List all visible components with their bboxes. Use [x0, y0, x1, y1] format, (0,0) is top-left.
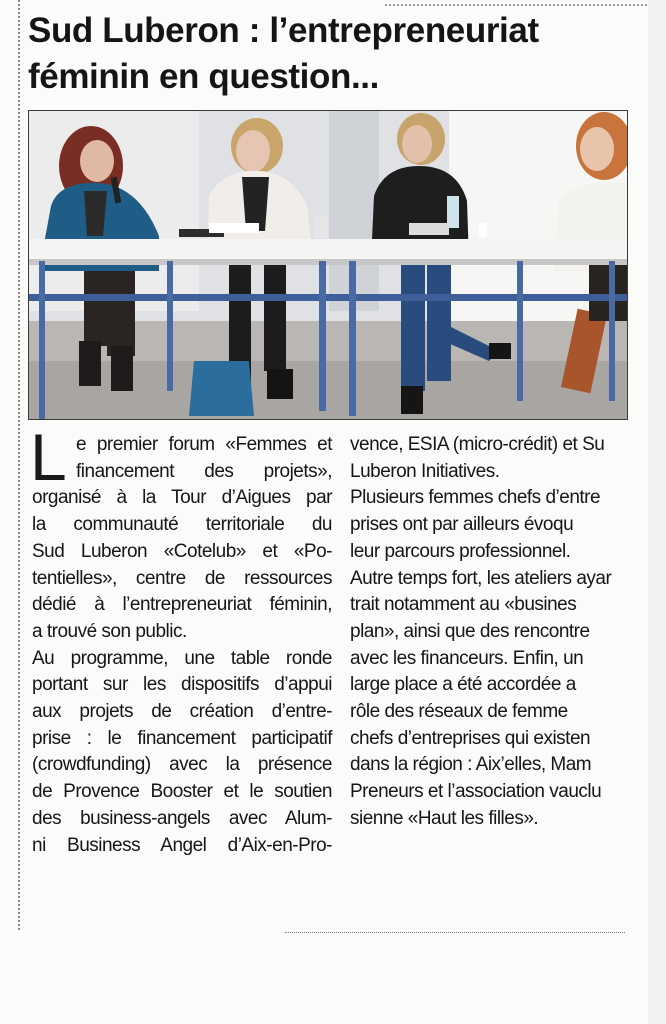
body-line: Preneurs et l’association vauclu [350, 781, 602, 803]
body-line: portant sur les dispositifs d’appui [32, 674, 332, 696]
article-column-right [350, 432, 626, 833]
body-line: vence, ESIA (micro-crédit) et Su [350, 434, 605, 455]
body-line: financement des projets», [76, 460, 332, 482]
body-line: sienne «Haut les filles». [350, 807, 539, 829]
headline-line-2: féminin en question... [28, 57, 379, 96]
drop-cap: L [30, 420, 67, 494]
body-line: (crowdfunding) avec la présence [32, 754, 332, 776]
body-line: dédié à l’entrepreneuriat féminin, [32, 594, 332, 616]
top-dotted-line [385, 4, 655, 6]
body-line: tentielles», centre de ressources [32, 567, 332, 589]
body-line: la communauté territoriale du [32, 514, 332, 536]
article-headline [28, 8, 638, 100]
body-line: organisé à la Tour d’Aigues par [32, 487, 332, 509]
article-photo [28, 110, 628, 420]
body-line: Plusieurs femmes chefs d’entre [350, 487, 601, 509]
body-line: trait notamment au «busines [350, 594, 577, 616]
margin-dotted-line [18, 0, 20, 930]
body-line: prises ont par ailleurs évoqu [350, 514, 574, 536]
body-line: Autre temps fort, les ateliers ayar [350, 567, 612, 589]
panel-photo-illustration [29, 111, 627, 419]
article-column-left [30, 420, 332, 859]
body-line: dans la région : Aix’elles, Mam [350, 754, 592, 776]
body-line: aux projets de création d’entre- [32, 701, 332, 723]
body-line: a trouvé son public. [32, 620, 187, 642]
body-line: plan», ainsi que des rencontre [350, 620, 590, 642]
body-line: leur parcours professionnel. [350, 540, 571, 562]
body-line: Au programme, une table ronde [32, 647, 332, 669]
body-line: large place a été accordée a [350, 674, 576, 696]
body-line: chefs d’entreprises qui existen [350, 727, 591, 749]
body-line: prise : le financement participatif [32, 727, 332, 749]
body-line: Sud Luberon «Cotelub» et «Po- [32, 540, 332, 562]
body-line: avec les financeurs. Enfin, un [350, 647, 584, 669]
page-edge [648, 0, 666, 1024]
body-line: des business-angels avec Alum- [32, 807, 332, 829]
headline-line-1: Sud Luberon : l’entrepreneuriat [28, 11, 539, 50]
body-line: ni Business Angel d’Aix-en-Pro- [32, 834, 332, 856]
bottom-dotted-rule [285, 932, 625, 933]
body-line: Luberon Initiatives. [350, 460, 500, 482]
body-line: de Provence Booster et le soutien [32, 781, 332, 803]
body-line: rôle des réseaux de femme [350, 701, 568, 723]
body-line: e premier forum «Femmes et [76, 434, 332, 455]
